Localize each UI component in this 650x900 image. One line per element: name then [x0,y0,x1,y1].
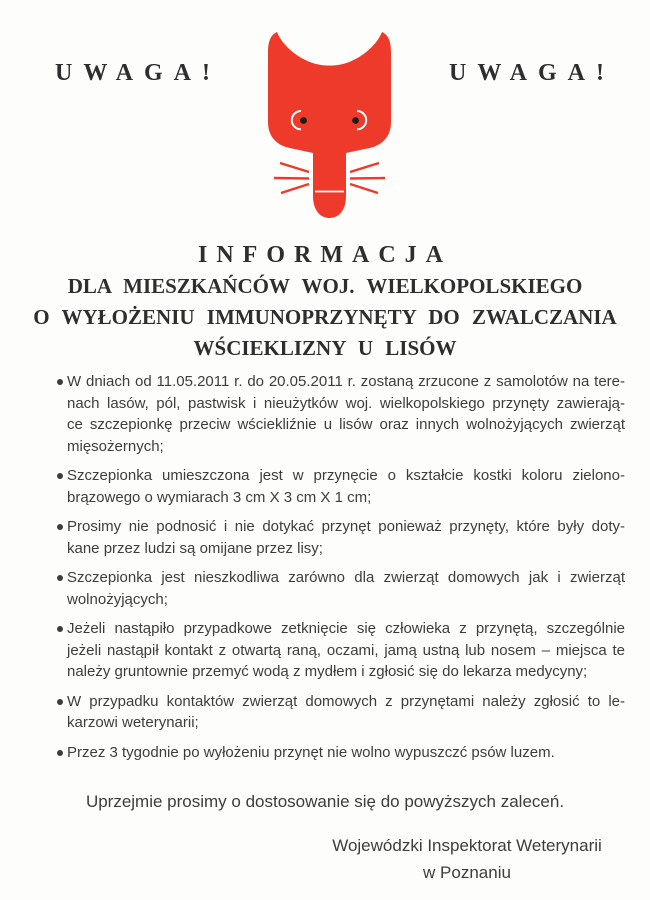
list-item [42,371,625,457]
signature-org: Wojewódzki Inspektorat Weterynarii [332,836,602,855]
list-item-line: nach lasów, pól, pastwisk i nieużytków woj. wielkopolskiego przynęty zawierają- [67,394,625,412]
list-item [42,465,625,508]
list-item-line: kane przez ludzi są omijane przez lisy; [67,539,323,557]
list-item-line: należy gruntownie przemyć wodą z mydłem i zgłosić się do lekarza medycyny; [67,663,588,680]
list-item-line: Przez 3 tygodnie po wyłożeniu przynęt nie wolno wypuszczć psów luzem. [67,743,555,761]
list-item [42,516,625,559]
title-subtitle-line1: DLA MIESZKAŃCÓW WOJ. WIELKOPOLSKIEGO [67,274,583,298]
closing-line: Uprzejmie prosimy o dostosowanie się do powyższych zaleceń. [85,792,565,811]
list-item [42,691,625,734]
list-item-line: ce szczepionkę przeciw wściekliźnie u lisów oraz innych wolnożyjących zwierząt [67,416,625,433]
list-item-line: W dniach od 11.05.2011 r. do 20.05.2011 r. zostaną zrzucone z samolotów na tere- [67,373,625,390]
list-item-line: wolnożyjących; [67,590,168,608]
fox-head-icon [255,20,405,220]
list-item [42,742,625,764]
uwaga-right-heading: UWAGA! [449,60,615,86]
list-item-line: Szczepionka umieszczona jest w przynęcie o kształcie kostki koloru zielono- [67,467,625,484]
list-item-line: Szczepionka jest nieszkodliwa zarówno dla zwierząt domowych jak i zwierząt [67,569,625,586]
list-item-line: mięsożernych; [67,437,164,455]
bullet-list [42,371,625,771]
title-subtitle-line2: O WYŁOŻENIU IMMUNOPRZYNĘTY DO ZWALCZANIA [33,305,617,329]
list-item-line: Jeżeli nastąpiło przypadkowe zetknięcie się człowieka z przynętą, szczególnie [67,620,625,637]
list-item-line: Prosimy nie podnosić i nie dotykać przynęt ponieważ przynęty, które były doty- [67,518,625,535]
title-subtitle-line3: WŚCIEKLIZNY U LISÓW [193,336,457,360]
title-informacja: INFORMACJA [198,242,452,268]
list-item-line: karzowi weterynarii; [67,714,199,731]
list-item-line: jeżeli nastąpił kontakt z otwartą raną, oczami, jamą ustną lub nosem – miejsca te [67,641,625,659]
list-item-line: W przypadku kontaktów zwierząt domowych z przynętami należy zgłosić to le- [67,692,625,710]
list-item [42,618,625,683]
list-item [42,567,625,610]
list-item-line: brązowego o wymiarach 3 cm X 3 cm X 1 cm; [67,488,372,506]
signature-city: w Poznaniu [423,863,511,882]
signature-block [332,832,602,886]
uwaga-left-heading: UWAGA! [55,60,221,86]
